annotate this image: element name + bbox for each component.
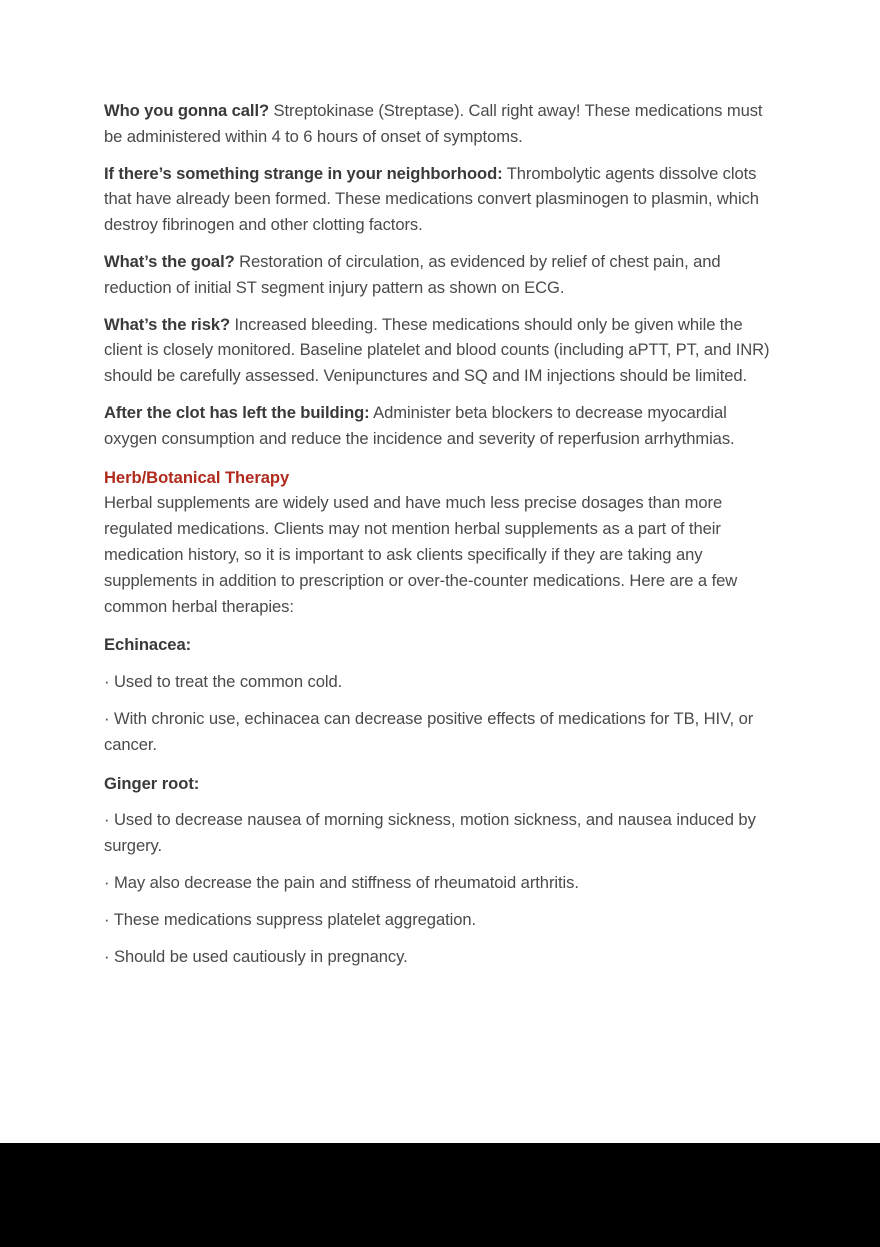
- list-item-text: These medications suppress platelet aggregation.: [113, 909, 477, 929]
- paragraph-after-the-clot: [104, 400, 774, 452]
- list-item: [104, 870, 774, 896]
- footer-black-bar: [0, 1143, 880, 1247]
- bullet-icon: ·: [104, 810, 110, 830]
- list-item: [104, 669, 774, 695]
- paragraph-lead-in: After the clot has left the building:: [104, 402, 370, 422]
- list-item: [104, 907, 774, 933]
- list-item: [104, 944, 774, 970]
- list-item: [104, 807, 774, 859]
- paragraph-lead-in: What’s the goal?: [104, 251, 235, 271]
- list-item: [104, 706, 774, 758]
- paragraph-whats-the-risk: [104, 312, 774, 389]
- bullet-icon: ·: [104, 708, 110, 728]
- paragraph-something-strange: [104, 161, 774, 238]
- subheading-ginger-root: Ginger root:: [104, 773, 200, 793]
- list-item-text: Should be used cautiously in pregnancy.: [113, 946, 408, 966]
- list-item-text: With chronic use, echinacea can decrease positive effects of medications for TB, HIV, or cancer.: [104, 708, 754, 754]
- paragraph-lead-in: Who you gonna call?: [104, 101, 270, 120]
- list-item-text: Used to treat the common cold.: [113, 672, 343, 692]
- paragraph-whats-the-goal: [104, 249, 774, 301]
- paragraph-text: Restoration of circulation, as evidenced by relief of chest pain, and reduction of initial ST segment injury pattern as shown on ECG.: [104, 251, 721, 297]
- bullet-icon: ·: [104, 872, 110, 892]
- paragraph-who-you-gonna-call: [104, 98, 774, 150]
- paragraph-text: Streptokinase (Streptase). Call right away! These medications must be administered within 4 to 6 hours of onset of symptoms.: [104, 101, 763, 146]
- paragraph-herbal-intro: Herbal supplements are widely used and have much less precise dosages than more regulated medications. Clients may not mention herbal supplements as a part of their medication history, so it is important to ask clients specifically if they are taking any supplements in addition to prescription or over-the-counter medications. Here are a few common herbal therapies:: [104, 493, 738, 616]
- bullet-icon: ·: [104, 909, 110, 929]
- bullet-icon: ·: [104, 946, 110, 966]
- section-heading-herb-botanical-therapy: Herb/Botanical Therapy: [104, 467, 290, 487]
- document-body: [104, 98, 774, 980]
- paragraph-lead-in: What’s the risk?: [104, 314, 231, 334]
- bullet-icon: ·: [104, 672, 110, 692]
- paragraph-text: Administer beta blockers to decrease myocardial oxygen consumption and reduce the incidence and severity of reperfusion arrhythmias.: [104, 402, 735, 448]
- list-item-text: Used to decrease nausea of morning sickness, motion sickness, and nausea induced by surgery.: [104, 810, 756, 856]
- list-item-text: May also decrease the pain and stiffness of rheumatoid arthritis.: [113, 872, 579, 892]
- paragraph-text: Thrombolytic agents dissolve clots that have already been formed. These medications convert plasminogen to plasmin, which destroy fibrinogen and other clotting factors.: [104, 163, 759, 235]
- paragraph-text: Increased bleeding. These medications should only be given while the client is closely monitored. Baseline platelet and blood counts (including aPTT, PT, and INR) should be carefully assessed. Venipunctures and SQ and IM injections should be limited.: [104, 314, 770, 386]
- subheading-echinacea: Echinacea:: [104, 635, 192, 655]
- paragraph-lead-in: If there’s something strange in your neighborhood:: [104, 163, 503, 183]
